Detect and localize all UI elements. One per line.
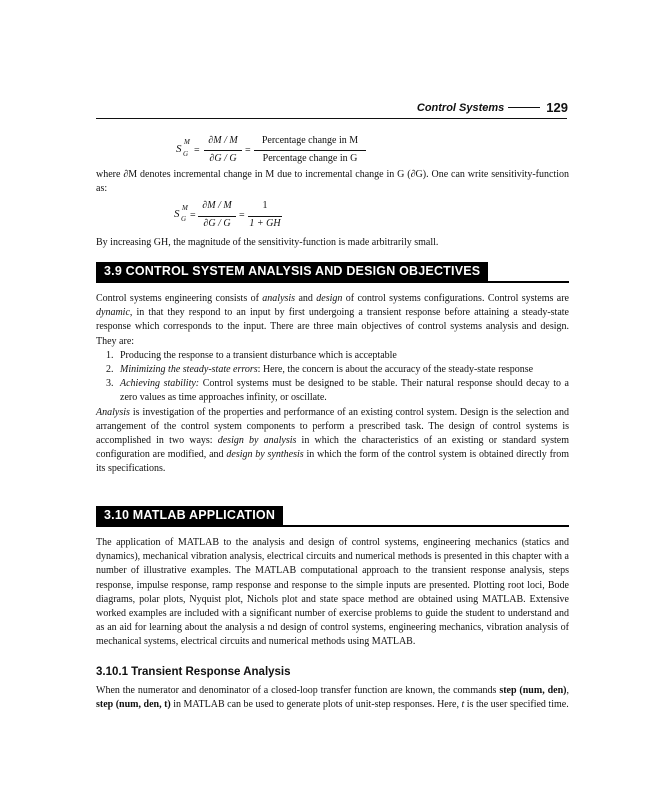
- paragraph-objectives-intro: [96, 292, 569, 349]
- list-item: [96, 349, 569, 363]
- section-title: 3.9 CONTROL SYSTEM ANALYSIS AND DESIGN OBJECTIVES: [96, 262, 488, 281]
- text-emphasis: design by synthesis: [226, 449, 304, 461]
- text-run: and: [295, 293, 317, 304]
- subsection-heading-3-10-1: 3.10.1 Transient Response Analysis: [96, 666, 291, 678]
- eq1-lhs-sub: G: [183, 150, 189, 158]
- code-command: step (num, den): [499, 685, 567, 696]
- eq1-frac-numerator: ∂M / M: [208, 135, 238, 146]
- equation-sensitivity-function: [0, 0, 662, 240]
- text-run: Control systems engineering consists of: [96, 293, 263, 304]
- eq2-frac-denominator: ∂G / G: [203, 218, 231, 229]
- text-emphasis: Minimizing the steady-state errors: [120, 364, 258, 376]
- section-underline: [96, 281, 569, 283]
- list-number: 2.: [106, 364, 114, 376]
- eq1-frac-denominator: ∂G / G: [209, 153, 237, 164]
- section-heading-3-9: [96, 262, 569, 282]
- eq2-lhs-symbol: S: [174, 208, 180, 220]
- eq2-equals: =: [190, 210, 196, 221]
- list-number: 1.: [106, 349, 114, 361]
- eq2-ratio-numerator: 1: [262, 200, 268, 211]
- section-title: 3.10 MATLAB APPLICATION: [96, 506, 283, 525]
- text-run: is the user specified time.: [464, 699, 569, 711]
- text-emphasis: analysis: [262, 293, 296, 304]
- eq2-lhs-sub: G: [181, 215, 187, 223]
- paragraph-gh-magnitude: [96, 236, 569, 250]
- eq2-frac-numerator: ∂M / M: [202, 200, 232, 211]
- eq1-lhs-symbol: S: [176, 143, 182, 155]
- list-item: [96, 363, 569, 377]
- text-emphasis: t: [461, 699, 465, 711]
- paragraph-text: where ∂M denotes incremental change in M due to incremental change in G (∂G). One can write sensitivity-function as:: [96, 169, 569, 195]
- section-heading-3-10: [96, 506, 569, 526]
- text-emphasis: design: [316, 293, 343, 304]
- paragraph-analysis-design: [96, 406, 569, 477]
- paragraph-matlab-application: [96, 536, 569, 650]
- list-text: Control systems must be designed to be stable. Their natural response should decay to a zero values as time approaches infinity, or oscillate.: [120, 378, 569, 404]
- text-run: is investigation of the properties and performance of an existing control system. Design is the selection and arrangement of the control system components to perform a prescribed task. The design of control systems is accomplished in two ways:: [96, 406, 569, 447]
- text-run: ,: [566, 685, 569, 696]
- eq1-ratio-numerator: Percentage change in M: [261, 135, 359, 146]
- list-text: Producing the response to a transient disturbance which is acceptable: [120, 349, 397, 361]
- list-number: 3.: [106, 378, 114, 390]
- text-run: in MATLAB can be used to generate plots of unit-step responses. Here,: [170, 699, 462, 711]
- text-run: in which the characteristics of an existing or standard system configuration are modified, and: [96, 435, 570, 461]
- text-run: When the numerator and denominator of a closed-loop transfer function are known, the commands: [96, 685, 500, 696]
- paragraph-text: By increasing GH, the magnitude of the sensitivity-function is made arbitrarily small.: [96, 237, 439, 248]
- text-emphasis: dynamic: [96, 307, 130, 319]
- section-3-9-body: [96, 292, 569, 477]
- list-item: [96, 377, 569, 405]
- text-run: of control systems configurations. Control systems are: [342, 293, 569, 304]
- eq1-equals-2: =: [245, 145, 251, 156]
- eq1-equals: =: [194, 145, 200, 156]
- text-run: in which the form of the control system is obtained directly from its specifications.: [96, 449, 570, 475]
- eq1-lhs-sup: M: [184, 138, 190, 146]
- section-underline: [96, 525, 569, 527]
- paragraph-text: [96, 684, 569, 712]
- text-emphasis: design by analysis: [217, 435, 297, 447]
- eq2-ratio-bar: [248, 216, 282, 217]
- text-emphasis: Analysis: [96, 406, 130, 418]
- code-command: step (num, den, t): [96, 699, 171, 711]
- eq2-lhs-sup: M: [182, 204, 188, 212]
- eq2-frac-bar: [198, 216, 236, 217]
- eq2-equals-2: =: [239, 210, 245, 221]
- list-text: : Here, the concern is about the accuracy of the steady-state response: [257, 364, 534, 376]
- objectives-list: [96, 349, 569, 406]
- text-emphasis: Achieving stability:: [120, 378, 200, 390]
- text-run: , in that they respond to an input by first undergoing a transient response before attaining a steady-state response which corresponds to the input. There are three main objectives of control systems analysis and design. They are:: [96, 307, 569, 347]
- running-title: Control Systems: [416, 101, 505, 114]
- paragraph-text: The application of MATLAB to the analysis and design of control systems, engineering mechanics (statics and dynamics), mechanical vibration analysis, electrical circuits and numerical methods is presented in this chapter with a number of illustrative examples. The MATLAB computational approach to the transient response analysis, steps response, impulse response, ramp response and response to the simple inputs are presented. Plotting root loci, Bode diagrams, polar plots, Nyquist plot, Nichols plot and state space method are obtained using MATLAB. Extensive worked examples are included with a significant number of exercise problems to guide the student to understand and as an aid for learning about the analysis a nd design of control systems, engineering mechanics, vibration analysis of mechanical systems, electrical circuits and numerical methods using MATLAB.: [96, 537, 569, 648]
- eq2-ratio-denominator: 1 + GH: [249, 218, 281, 229]
- eq1-ratio-denominator: Percentage change in G: [262, 153, 358, 164]
- paragraph-transient-response: [96, 684, 569, 712]
- page-number: 129: [546, 100, 568, 115]
